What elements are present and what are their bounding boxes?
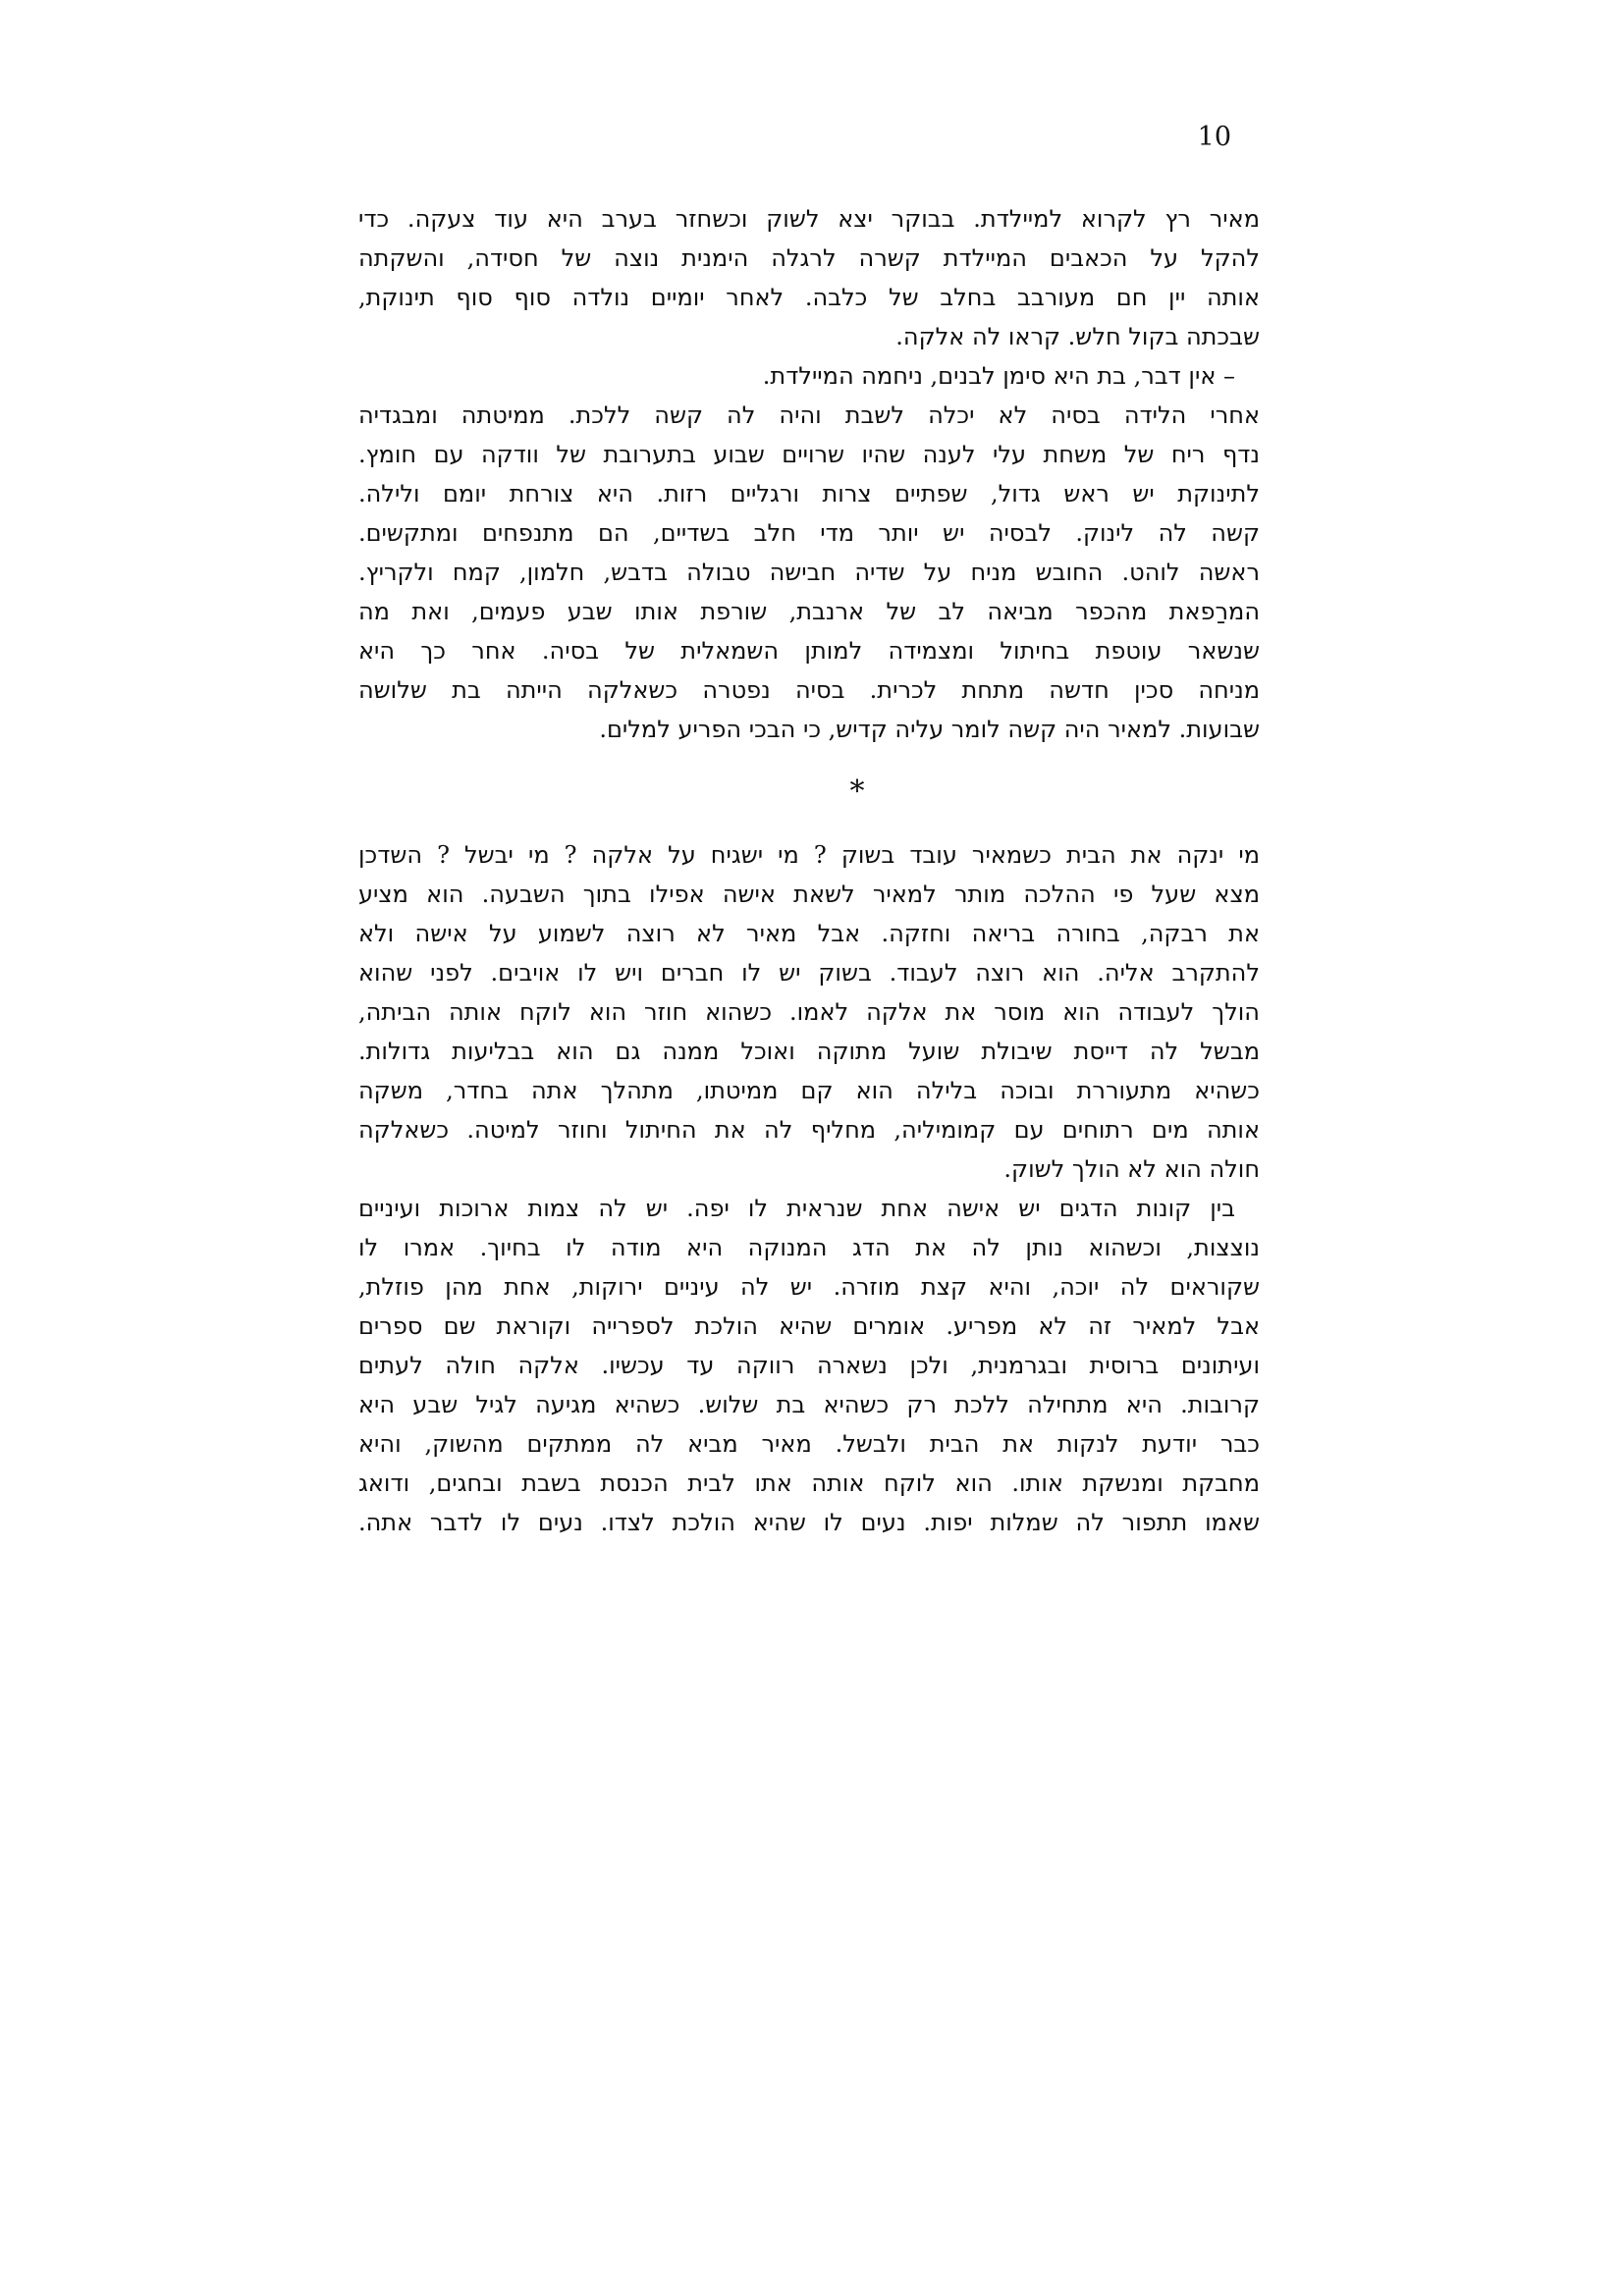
text-line: מאיר רץ לקרוא למיילדת. בבוקר יצא לשוק וכשחזר בערב היא עוד צעקה. כדי [358, 205, 1260, 233]
text-line: שבכתה בקול חלש. קראו לה אלקה. [895, 323, 1260, 350]
text-line: שקוראים לה יוכה, והיא קצת מוזרה. יש לה עיניים ירוקות, אחת מהן פוזלת, [358, 1273, 1260, 1301]
text-line: אותה מים רתוחים עם קמומיליה, מחליף לה את החיתול וחוזר למיטה. כשאלקה [358, 1116, 1260, 1144]
text-line: כשהיא מתעוררת ובוכה בלילה הוא קם ממיטתו, מתהלך אתה בחדר, משקה [358, 1077, 1260, 1104]
text-line: מחבקת ומנשקת אותו. הוא לוקח אותה אתו לבית הכנסת בשבת ובחגים, ודואג [358, 1469, 1260, 1497]
text-line: חולה הוא לא הולך לשוק. [1003, 1155, 1260, 1183]
text-line: מי ינקה את הבית כשמאיר עובד בשוק ? מי ישגיח על אלקה ? מי יבשל ? השדכן [358, 841, 1260, 869]
text-line: להקל על הכאבים המיילדת קשרה לרגלה הימנית נוצה של חסידה, והשקתה [358, 244, 1260, 272]
text-line: נוצצות, וכשהוא נותן לה את הדג המנוקה היא מודה לו בחיוך. אמרו לו [358, 1234, 1260, 1261]
text-body [358, 199, 1260, 1542]
text-line: כבר יודעת לנקות את הבית ולבשל. מאיר מביא לה ממתקים מהשוק, והיא [358, 1430, 1260, 1458]
text-line: את רבקה, בחורה בריאה וחזקה. אבל מאיר לא רוצה לשמוע על אישה ולא [358, 920, 1260, 947]
text-line: הולך לעבודה הוא מוסר את אלקה לאמו. כשהוא חוזר הוא לוקח אותה הביתה, [358, 998, 1260, 1026]
text-line: שנשאר עוטפת בחיתול ומצמידה למותן השמאלית של בסיה. אחר כך היא [358, 637, 1260, 665]
text-line: המרַפאת מהכפר מביאה לב של ארנבת, שורפת אותו שבע פעמים, ואת מה [358, 598, 1260, 625]
page-number: 10 [1197, 122, 1231, 152]
text-line: קשה לה לינוק. לבסיה יש יותר מדי חלב בשדיים, הם מתנפחים ומתקשים. [358, 519, 1260, 547]
text-line: קרובות. היא מתחילה ללכת רק כשהיא בת שלוש. כשהיא מגיעה לגיל שבע היא [358, 1391, 1260, 1418]
text-line: מבשל לה דייסת שיבולת שועל מתוקה ואוכל ממנה גם הוא בבליעות גדולות. [358, 1038, 1260, 1065]
text-line: ראשה לוהט. החובש מניח על שדיה חבישה טבולה בדבש, חלמון, קמח ולקריץ. [358, 559, 1260, 586]
text-line: ועיתונים ברוסית ובגרמנית, ולכן נשארה רווקה עד עכשיו. אלקה חולה לעתים [358, 1352, 1260, 1379]
text-line: מניחה סכין חדשה מתחת לכרית. בסיה נפטרה כשאלקה הייתה בת שלושה [358, 676, 1260, 704]
text-line: אבל למאיר זה לא מפריע. אומרים שהיא הולכת לספרייה וקוראת שם ספרים [358, 1312, 1260, 1340]
section-separator-asterisk: * [849, 774, 865, 809]
text-line: שאמו תתפור לה שמלות יפות. נעים לו שהיא הולכת לצדו. נעים לו לדבר אתה. [358, 1509, 1260, 1536]
text-line: מצא שעל פי ההלכה מותר למאיר לשאת אישה אפילו בתוך השבעה. הוא מציע [358, 881, 1260, 908]
dialogue-line: – אין דבר, בת היא סימן לבנים, ניחמה המיילדת. [762, 362, 1235, 390]
text-line: נדף ריח של משחת עלי לענה שהיו שרויים שבוע בתערובת של וודקה עם חומץ. [358, 441, 1260, 468]
text-line: לתינוקת יש ראש גדול, שפתיים צרות ורגליים רזות. היא צורחת יומם ולילה. [358, 480, 1260, 507]
text-line: להתקרב אליה. הוא רוצה לעבוד. בשוק יש לו חברים ויש לו אויבים. לפני שהוא [358, 959, 1260, 987]
text-line: אותה יין חם מעורבב בחלב של כלבה. לאחר יומיים נולדה סוף סוף תינוקת, [358, 284, 1260, 311]
text-line: שבועות. למאיר היה קשה לומר עליה קדיש, כי הבכי הפריע למלים. [599, 716, 1260, 743]
text-line: אחרי הלידה בסיה לא יכלה לשבת והיה לה קשה ללכת. ממיטתה ומבגדיה [358, 401, 1260, 429]
text-line: בין קונות הדגים יש אישה אחת שנראית לו יפה. יש לה צמות ארוכות ועיניים [358, 1195, 1235, 1222]
